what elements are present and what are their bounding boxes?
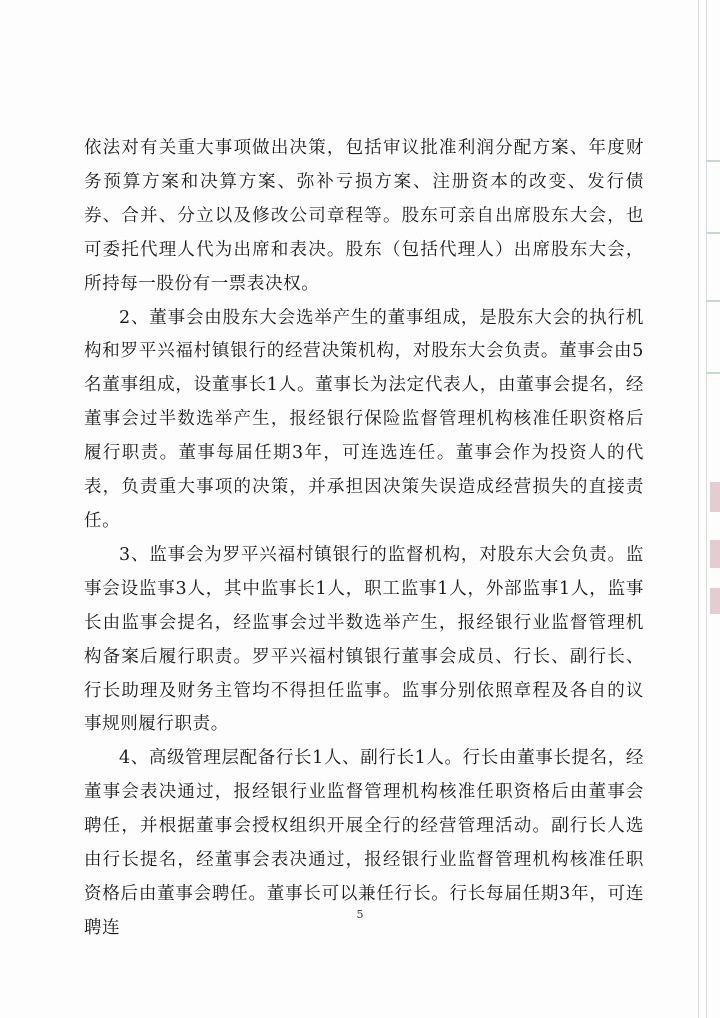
paragraph-senior-management: 4、高级管理层配备行长1人、副行长1人。行长由董事长提名，经董事会表决通过，报经银行业监督管理机构核准任职资格后由董事会聘任，并根据董事会授权组织开展全行的经营管理活动。副行长人选由行长提名，经董事会表决通过，报经银行业监督管理机构核准任职资格后由董事会聘任。董事长可以兼任行长。行长每届任期3年，可连聘连 [84, 748, 644, 938]
stamp-fragment [710, 540, 720, 568]
scan-edge-line [706, 0, 707, 1018]
paragraph-board-of-directors: 2、董事会由股东大会选举产生的董事组成，是股东大会的执行机构和罗平兴福村镇银行的经营决策机构，对股东大会负责。董事会由5名董事组成，设董事长1人。董事长为法定代表人，由董事会提名，经董事会过半数选举产生，报经银行保险监督管理机构核准任职资格后履行职责。董事每届任期3年，可连选连任。董事会作为投资人的代表，负责重大事项的决策，并承担因决策失误造成经营损失的直接责任。 [84, 307, 644, 531]
page-number: 5 [356, 908, 364, 921]
body-text [84, 132, 644, 946]
scan-edge-line [698, 0, 699, 1018]
scan-edge-mark [706, 300, 720, 302]
scan-edge-mark [706, 160, 720, 162]
stamp-fragment [710, 482, 720, 512]
scan-edge-mark [706, 232, 720, 234]
scan-edge-mark [706, 372, 720, 374]
paragraph-shareholders-meeting: 依法对有关重大事项做出决策，包括审议批准利润分配方案、年度财务预算方案和决算方案、弥补亏损方案、注册资本的改变、发行债券、合并、分立以及修改公司章程等。股东可亲自出席股东大会，也可委托代理人代为出席和表决。股东（包括代理人）出席股东大会，所持每一股份有一票表决权。 [84, 138, 644, 294]
paragraph-board-of-supervisors: 3、监事会为罗平兴福村镇银行的监督机构，对股东大会负责。监事会设监事3人，其中监事长1人，职工监事1人，外部监事1人，监事长由监事会提名，经监事会过半数选举产生，报经银行业监督管理机构备案后履行职责。罗平兴福村镇银行董事会成员、行长、副行长、行长助理及财务主管均不得担任监事。监事分别依照章程及各自的议事规则履行职责。 [84, 544, 644, 735]
stamp-fragment [710, 588, 720, 614]
